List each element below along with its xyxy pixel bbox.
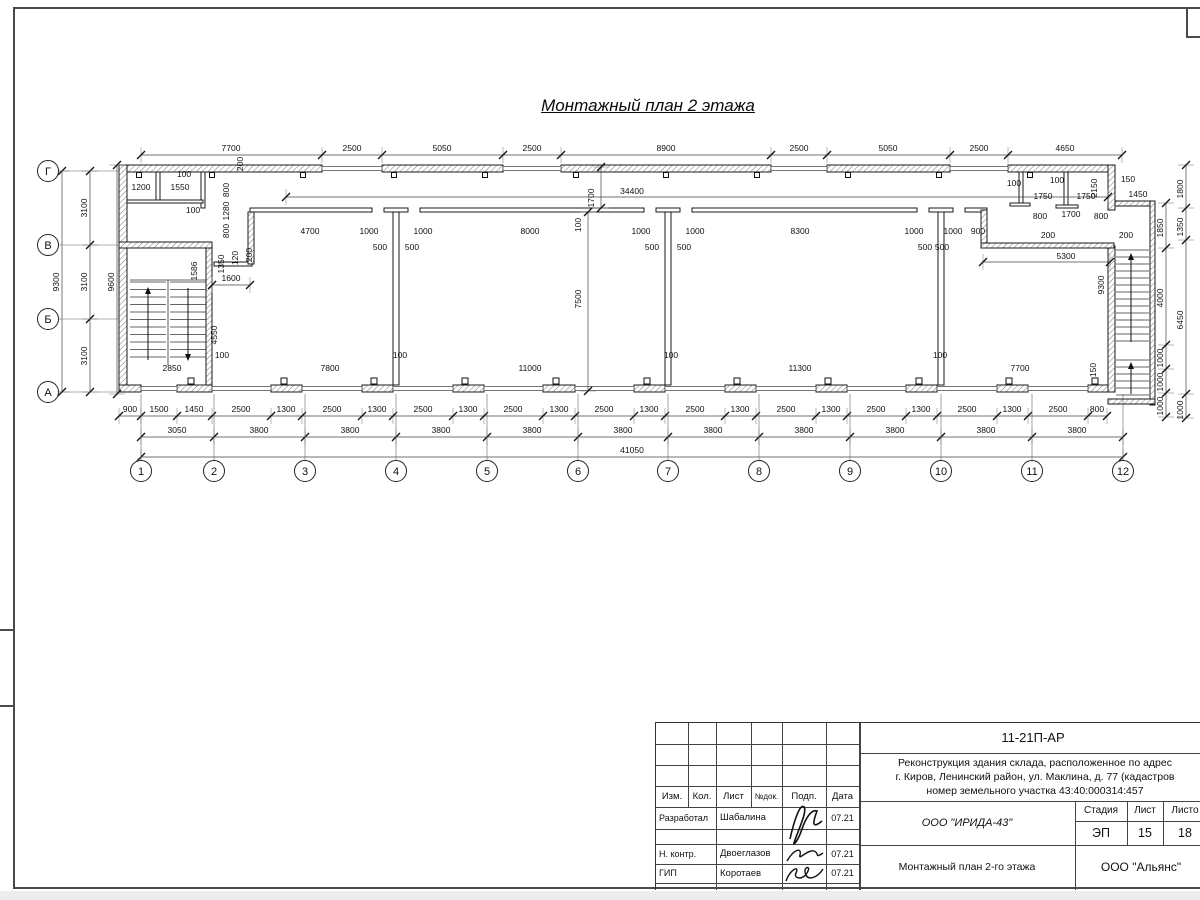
- row-name: Коротаев: [720, 868, 762, 879]
- col-list: Лист: [723, 791, 744, 802]
- org-name: ООО "ИРИДА-43": [921, 817, 1013, 829]
- svg-text:1586: 1586: [189, 261, 199, 281]
- svg-text:2500: 2500: [503, 404, 523, 414]
- svg-text:1550: 1550: [170, 182, 190, 192]
- svg-text:3050: 3050: [167, 425, 187, 435]
- svg-text:41050: 41050: [620, 445, 644, 455]
- title-block: [655, 722, 1200, 890]
- svg-text:1300: 1300: [549, 404, 569, 414]
- svg-text:5300: 5300: [1056, 251, 1076, 261]
- col-podp: Подп.: [791, 791, 817, 802]
- svg-text:4000: 4000: [1155, 288, 1165, 308]
- signature-shabalina: [784, 801, 826, 847]
- svg-text:500: 500: [676, 242, 692, 252]
- svg-text:1500: 1500: [149, 404, 169, 414]
- svg-text:8: 8: [755, 466, 763, 478]
- svg-text:1850: 1850: [1155, 218, 1165, 238]
- svg-text:200: 200: [1040, 230, 1056, 240]
- svg-text:3800: 3800: [794, 425, 814, 435]
- svg-text:800: 800: [1089, 404, 1105, 414]
- svg-text:3: 3: [301, 466, 309, 478]
- svg-text:120: 120: [230, 250, 240, 266]
- svg-text:200: 200: [1118, 230, 1134, 240]
- svg-text:7700: 7700: [1010, 363, 1030, 373]
- svg-text:200: 200: [235, 156, 245, 172]
- svg-text:1280: 1280: [221, 201, 231, 221]
- svg-text:В: В: [44, 240, 52, 252]
- svg-text:9600: 9600: [106, 272, 116, 292]
- svg-text:3800: 3800: [249, 425, 269, 435]
- svg-text:500: 500: [917, 242, 933, 252]
- col-kol: Кол.: [692, 791, 712, 802]
- svg-text:100: 100: [1049, 175, 1065, 185]
- svg-text:8900: 8900: [656, 143, 676, 153]
- svg-text:2500: 2500: [322, 404, 342, 414]
- inner-walls: [119, 172, 1155, 405]
- row-name: Шабалина: [720, 812, 766, 823]
- svg-text:7800: 7800: [320, 363, 340, 373]
- svg-text:1300: 1300: [276, 404, 296, 414]
- sheet-title: Монтажный план 2-го этажа: [898, 861, 1036, 873]
- svg-text:500: 500: [404, 242, 420, 252]
- svg-text:1300: 1300: [458, 404, 478, 414]
- svg-text:2500: 2500: [522, 143, 542, 153]
- svg-text:1000: 1000: [1155, 348, 1165, 368]
- svg-text:1600: 1600: [221, 273, 241, 283]
- svg-text:800: 800: [1093, 211, 1109, 221]
- svg-text:3100: 3100: [79, 346, 89, 366]
- project-desc-line3: номер земельного участка 43:40:000314:457: [926, 785, 1144, 797]
- svg-text:1350: 1350: [1175, 217, 1185, 237]
- svg-text:8300: 8300: [790, 226, 810, 236]
- svg-text:3800: 3800: [522, 425, 542, 435]
- svg-text:2500: 2500: [685, 404, 705, 414]
- svg-text:34400: 34400: [620, 186, 644, 196]
- svg-text:150: 150: [1120, 174, 1136, 184]
- svg-text:3800: 3800: [703, 425, 723, 435]
- svg-text:900: 900: [122, 404, 138, 414]
- fold-mark: [0, 705, 13, 707]
- svg-text:500: 500: [372, 242, 388, 252]
- sheet-value: 15: [1138, 826, 1152, 840]
- svg-text:7700: 7700: [221, 143, 241, 153]
- svg-text:Г: Г: [45, 166, 51, 178]
- svg-text:5: 5: [483, 466, 491, 478]
- svg-text:3100: 3100: [79, 198, 89, 218]
- svg-text:3800: 3800: [976, 425, 996, 435]
- svg-text:800: 800: [1032, 211, 1048, 221]
- svg-text:1800: 1800: [1175, 179, 1185, 199]
- svg-text:1300: 1300: [911, 404, 931, 414]
- svg-text:1000: 1000: [1175, 400, 1185, 420]
- fold-mark: [0, 629, 13, 631]
- svg-text:1: 1: [137, 466, 145, 478]
- svg-text:100: 100: [214, 350, 230, 360]
- svg-text:500: 500: [644, 242, 660, 252]
- svg-text:3800: 3800: [885, 425, 905, 435]
- svg-text:А: А: [44, 387, 52, 399]
- svg-text:2500: 2500: [1048, 404, 1068, 414]
- svg-text:3100: 3100: [79, 272, 89, 292]
- svg-text:5050: 5050: [878, 143, 898, 153]
- svg-text:2500: 2500: [866, 404, 886, 414]
- svg-text:2850: 2850: [162, 363, 182, 373]
- doc-code: 11-21П-АР: [1001, 730, 1065, 745]
- sheets-value: 18: [1178, 826, 1192, 840]
- svg-text:1000: 1000: [904, 226, 924, 236]
- svg-text:4650: 4650: [1055, 143, 1075, 153]
- svg-text:11000: 11000: [518, 363, 542, 373]
- svg-text:100: 100: [176, 169, 192, 179]
- svg-text:10: 10: [934, 466, 948, 478]
- row-date: 07.21: [831, 849, 854, 859]
- row-name: Двоеглазов: [720, 848, 771, 859]
- row-date: 07.21: [831, 868, 854, 878]
- svg-text:1200: 1200: [131, 182, 151, 192]
- svg-text:4550: 4550: [209, 325, 219, 345]
- svg-text:150: 150: [1088, 362, 1098, 378]
- col-data: Дата: [831, 791, 854, 802]
- col-izm: Изм.: [661, 791, 683, 802]
- svg-text:1000: 1000: [631, 226, 651, 236]
- svg-text:500: 500: [934, 242, 950, 252]
- signature-korotaev: [782, 863, 826, 885]
- svg-text:1000: 1000: [1155, 396, 1165, 416]
- svg-text:1700: 1700: [1061, 209, 1081, 219]
- svg-text:11: 11: [1026, 466, 1038, 478]
- svg-text:2500: 2500: [957, 404, 977, 414]
- svg-text:2500: 2500: [969, 143, 989, 153]
- row-role: Разработал: [659, 813, 708, 823]
- svg-text:5050: 5050: [432, 143, 452, 153]
- svg-text:1300: 1300: [367, 404, 387, 414]
- svg-text:2500: 2500: [413, 404, 433, 414]
- svg-text:200: 200: [244, 247, 254, 263]
- svg-text:2: 2: [210, 466, 218, 478]
- company-name: ООО "Альянс": [1100, 860, 1182, 874]
- svg-text:1300: 1300: [639, 404, 659, 414]
- project-desc-line1: Реконструкция здания склада, расположенное по адрес: [898, 757, 1172, 769]
- svg-text:1300: 1300: [1002, 404, 1022, 414]
- svg-text:1700: 1700: [586, 188, 596, 208]
- svg-text:2500: 2500: [594, 404, 614, 414]
- svg-text:3800: 3800: [431, 425, 451, 435]
- svg-text:1000: 1000: [359, 226, 379, 236]
- svg-text:800: 800: [221, 182, 231, 198]
- svg-text:1750: 1750: [1076, 191, 1096, 201]
- svg-text:2500: 2500: [342, 143, 362, 153]
- svg-text:9300: 9300: [51, 272, 61, 292]
- svg-text:12: 12: [1116, 466, 1130, 478]
- svg-text:8000: 8000: [520, 226, 540, 236]
- sheet-label: Лист: [1134, 805, 1156, 816]
- svg-text:100: 100: [932, 350, 948, 360]
- svg-text:4700: 4700: [300, 226, 320, 236]
- svg-text:1450: 1450: [184, 404, 204, 414]
- row-date: 07.21: [831, 813, 854, 823]
- svg-text:3800: 3800: [340, 425, 360, 435]
- scan-band: [0, 891, 1200, 900]
- outer-walls: [119, 165, 1115, 392]
- svg-text:2500: 2500: [776, 404, 796, 414]
- svg-text:1000: 1000: [1155, 372, 1165, 392]
- row-role: Н. контр.: [659, 849, 697, 859]
- svg-text:900: 900: [970, 226, 986, 236]
- svg-text:1000: 1000: [685, 226, 705, 236]
- project-desc-line2: г. Киров, Ленинский район, ул. Маклина, д. 77 (кадастров: [895, 771, 1175, 783]
- stage-value: ЭП: [1092, 826, 1110, 840]
- svg-text:6: 6: [574, 466, 582, 478]
- sheets-label: Листо: [1171, 805, 1199, 816]
- svg-text:11300: 11300: [788, 363, 812, 373]
- svg-text:100: 100: [392, 350, 408, 360]
- svg-text:100: 100: [663, 350, 679, 360]
- svg-text:100: 100: [573, 217, 583, 233]
- svg-text:800: 800: [221, 223, 231, 239]
- svg-text:9300: 9300: [1096, 275, 1106, 295]
- row-role: ГИП: [659, 868, 677, 878]
- svg-text:1300: 1300: [730, 404, 750, 414]
- svg-text:1450: 1450: [1128, 189, 1148, 199]
- svg-text:6450: 6450: [1175, 310, 1185, 330]
- svg-text:9: 9: [846, 466, 854, 478]
- svg-text:7500: 7500: [573, 289, 583, 309]
- svg-text:1300: 1300: [821, 404, 841, 414]
- svg-text:1000: 1000: [413, 226, 433, 236]
- svg-text:3800: 3800: [1067, 425, 1087, 435]
- svg-text:1350: 1350: [216, 254, 226, 274]
- col-ndoc: №док.: [754, 792, 779, 801]
- svg-text:7: 7: [664, 466, 672, 478]
- svg-text:1750: 1750: [1033, 191, 1053, 201]
- signature-dvoeglazov: [784, 845, 826, 865]
- svg-text:2500: 2500: [231, 404, 251, 414]
- svg-text:3800: 3800: [613, 425, 633, 435]
- svg-text:100: 100: [1006, 178, 1022, 188]
- svg-text:Б: Б: [44, 314, 52, 326]
- stage-label: Стадия: [1083, 805, 1119, 816]
- svg-text:2150: 2150: [1089, 178, 1099, 198]
- plan-title: Монтажный план 2 этажа: [541, 96, 755, 115]
- svg-text:4: 4: [392, 466, 400, 478]
- svg-text:1000: 1000: [943, 226, 963, 236]
- svg-text:100: 100: [185, 205, 201, 215]
- svg-text:2500: 2500: [789, 143, 809, 153]
